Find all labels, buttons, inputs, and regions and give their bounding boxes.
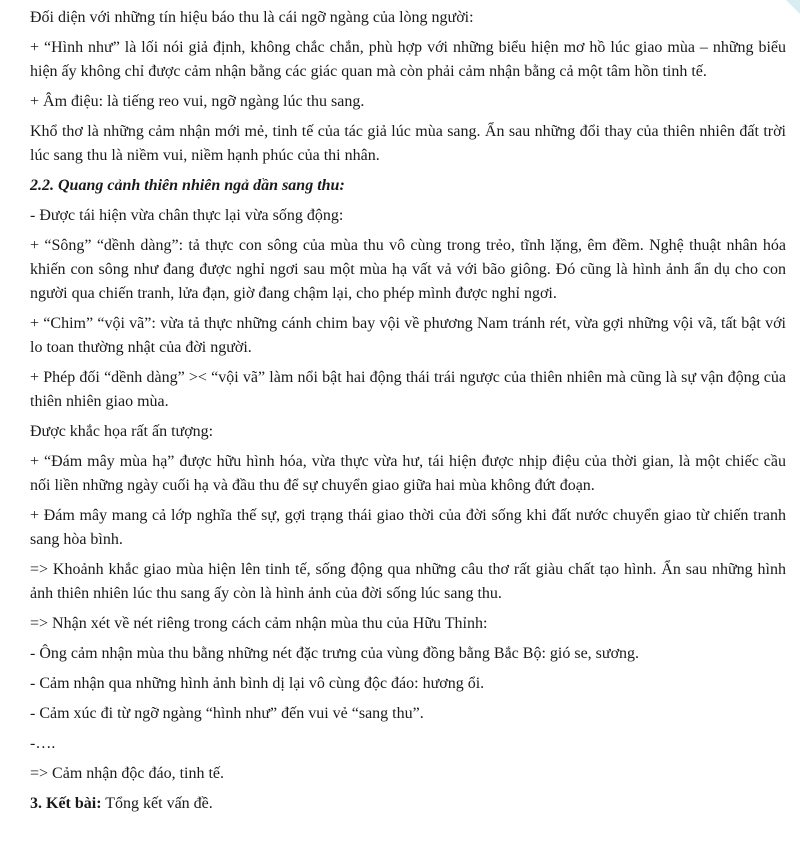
conclusion-text: Tổng kết vấn đề. xyxy=(101,795,213,812)
paragraph-tai-hien: - Được tái hiện vừa chân thực lại vừa sống động: xyxy=(30,207,344,224)
paragraph-dam-may-the-su: + Đám mây mang cả lớp nghĩa thế sự, gợi trạng thái giao thời của đời sống khi đất nước chuyển giao từ chiến tranh sang hòa bình. xyxy=(30,507,786,548)
paragraph-nhan-xet: => Nhận xét về nét riêng trong cách cảm nhận mùa thu của Hữu Thỉnh: xyxy=(30,615,488,632)
paragraph-intro: Đối diện với những tín hiệu báo thu là cái ngỡ ngàng của lòng người: xyxy=(30,9,474,26)
paragraph-dam-may-mua-ha: + “Đám mây mùa hạ” được hữu hình hóa, vừa thực vừa hư, tái hiện được nhịp điệu của thời gian, là một chiếc cầu nối liền những ngày cuối hạ và đầu thu để sự chuyển giao giữa hai mùa không đứt đoạn. xyxy=(30,453,786,494)
paragraph-song-denh-dang: + “Sông” “dềnh dàng”: tả thực con sông của mùa thu vô cùng trong trẻo, tĩnh lặng, êm đềm. Nghệ thuật nhân hóa khiến con sông như đang được nghỉ ngơi sau một mùa hạ vất vả với bão giông. Đó cũng là hình ảnh ẩn dụ cho con người qua chiến tranh, lửa đạn, giờ đang chậm lại, cho phép mình được nghỉ ngơi. xyxy=(30,237,786,302)
paragraph-phep-doi: + Phép đối “dềnh dàng” >< “vội vã” làm nổi bật hai động thái trái ngược của thiên nhiên mà cũng là sự vận động của thiên nhiên giao mùa. xyxy=(30,369,786,410)
page-corner-decoration xyxy=(786,0,800,14)
paragraph-bac-bo: - Ông cảm nhận mùa thu bằng những nét đặc trưng của vùng đồng bằng Bắc Bộ: gió se, sương. xyxy=(30,645,640,662)
paragraph-cam-xuc: - Cảm xúc đi từ ngỡ ngàng “hình như” đến vui vẻ “sang thu”. xyxy=(30,705,424,722)
paragraph-khac-hoa: Được khắc họa rất ấn tượng: xyxy=(30,423,214,440)
paragraph-khoanh-khac: => Khoảnh khắc giao mùa hiện lên tinh tế, sống động qua những câu thơ rất giàu chất tạo hình. Ẩn sau những hình ảnh thiên nhiên lúc thu sang ấy còn là hình ảnh của đời sống lúc sang thu. xyxy=(30,561,786,602)
conclusion-label: 3. Kết bài: xyxy=(30,795,102,812)
paragraph-cam-nhan-doc-dao: => Cảm nhận độc đáo, tinh tế. xyxy=(30,765,225,782)
paragraph-huong-oi: - Cảm nhận qua những hình ảnh bình dị lại vô cùng độc đáo: hương ổi. xyxy=(30,675,485,692)
paragraph-kho-tho-summary: Khổ thơ là những cảm nhận mới mẻ, tinh tế của tác giả lúc mùa sang. Ẩn sau những đổi thay của thiên nhiên đất trời lúc sang thu là niềm vui, niềm hạnh phúc của thi nhân. xyxy=(30,123,786,164)
conclusion-line xyxy=(30,792,786,816)
paragraph-hinh-nhu: + “Hình như” là lối nói giả định, không chắc chắn, phù hợp với những biểu hiện mơ hồ lúc giao mùa – những biểu hiện ấy không chỉ được cảm nhận bằng các giác quan mà còn phải cảm nhận bằng cả một tâm hồn tinh tế. xyxy=(30,39,786,80)
document-body xyxy=(30,6,786,822)
paragraph-ellipsis: -…. xyxy=(30,735,56,752)
paragraph-am-dieu: + Âm điệu: là tiếng reo vui, ngỡ ngàng lúc thu sang. xyxy=(30,93,365,110)
section-heading: 2.2. Quang cảnh thiên nhiên ngả dần sang thu: xyxy=(30,177,345,194)
paragraph-chim-voi-va: + “Chim” “vội vã”: vừa tả thực những cánh chim bay vội về phương Nam tránh rét, vừa gợi những vội vã, tất bật với lo toan thường nhật của đời người. xyxy=(30,315,786,356)
